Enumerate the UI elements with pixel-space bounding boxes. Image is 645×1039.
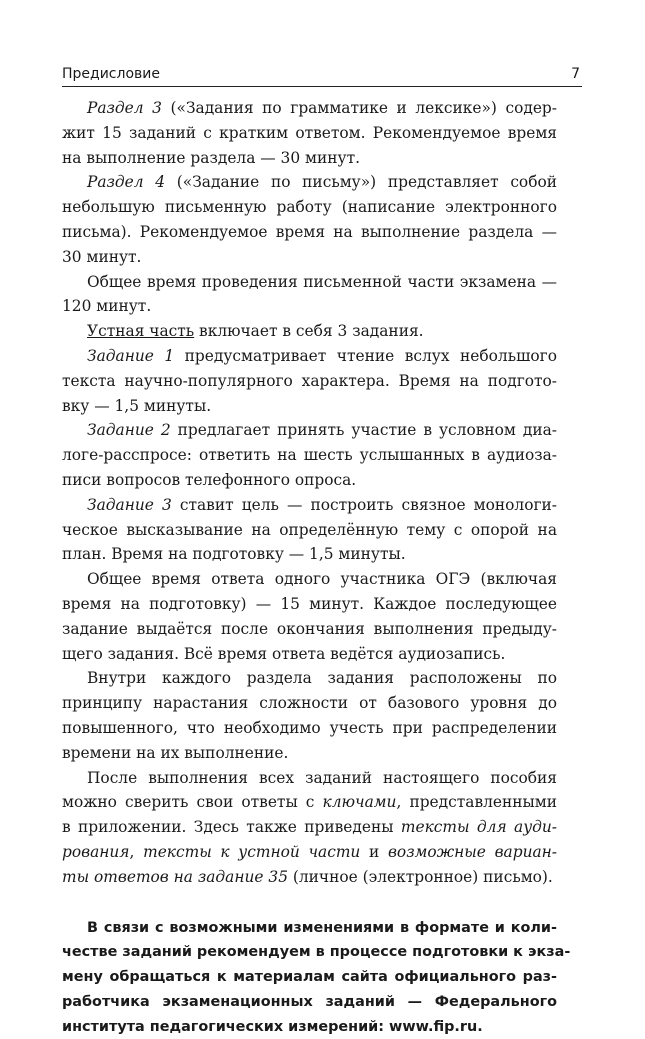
text-line: Задание 2 предлагает принять участие в условном диа- bbox=[87, 421, 557, 440]
text-line: письма). Рекомендуемое время на выполнение раздела — bbox=[62, 222, 557, 241]
text-line: Задание 3 ставит цель — построить связное монологи- bbox=[87, 495, 557, 514]
notice-line: честве заданий рекомендуем в процессе подготовки к экза- bbox=[62, 944, 571, 961]
text-line: повышенного, что необходимо учесть при распределении bbox=[62, 718, 557, 737]
running-header bbox=[62, 64, 582, 87]
text-line: Общее время проведения письменной части экзамена — bbox=[87, 272, 557, 291]
text-line: 120 минут. bbox=[62, 297, 152, 316]
text-line: Раздел 4 («Задание по письму») представляет собой bbox=[87, 173, 557, 192]
notice-line: института педагогических измерений: www.fip.ru. bbox=[62, 1018, 483, 1035]
text-line: ты ответов на задание 35 (личное (электронное) письмо). bbox=[62, 867, 553, 886]
text-line: на выполнение раздела — 30 минут. bbox=[62, 148, 360, 167]
text-line: текста научно-популярного характера. Время на подгото- bbox=[62, 371, 557, 390]
text-line: писи вопросов телефонного опроса. bbox=[62, 470, 357, 489]
text-line: Внутри каждого раздела задания расположены по bbox=[87, 669, 557, 688]
text-line: небольшую письменную работу (написание электронного bbox=[62, 198, 557, 217]
notice-line: В связи с возможными изменениями в формате и коли- bbox=[87, 919, 557, 936]
text-line: Общее время ответа одного участника ОГЭ (включая bbox=[87, 570, 557, 589]
text-line: вку — 1,5 минуты. bbox=[62, 396, 212, 415]
page-number: 7 bbox=[571, 66, 580, 82]
notice-line: мену обращаться к материалам сайта официального раз- bbox=[62, 969, 557, 986]
section-title: Предисловие bbox=[62, 66, 160, 82]
text-line: можно сверить свои ответы с ключами, представленными bbox=[62, 793, 557, 812]
text-line: Устная часть включает в себя 3 задания. bbox=[87, 322, 424, 341]
text-line: щего задания. Всё время ответа ведётся аудиозапись. bbox=[62, 644, 506, 663]
text-line: Задание 1 предусматривает чтение вслух небольшого bbox=[87, 346, 557, 365]
text-line: 30 минут. bbox=[62, 247, 142, 266]
text-line: рования, тексты к устной части и возможные вариан- bbox=[62, 842, 557, 861]
text-line: Раздел 3 («Задания по грамматике и лексике») содер- bbox=[87, 99, 557, 117]
text-line: После выполнения всех заданий настоящего пособия bbox=[87, 768, 557, 787]
text-line: принципу нарастания сложности от базового уровня до bbox=[62, 694, 557, 713]
text-line: задание выдаётся после окончания выполнения предыду- bbox=[62, 619, 557, 638]
notice-line: работчика экзаменационных заданий — Федерального bbox=[62, 993, 557, 1010]
text-line: логе-расспросе: ответить на шесть услышанных в аудиоза- bbox=[62, 446, 557, 465]
text-line: в приложении. Здесь также приведены тексты для ауди- bbox=[62, 818, 557, 837]
text-line: время на подготовку) — 15 минут. Каждое последующее bbox=[62, 594, 557, 613]
text-line: жит 15 заданий с кратким ответом. Рекомендуемое время bbox=[62, 123, 557, 142]
text-line: времени на их выполнение. bbox=[62, 743, 289, 762]
text-line: план. Время на подготовку — 1,5 минуты. bbox=[62, 545, 406, 564]
text-line: ческое высказывание на определённую тему с опорой на bbox=[62, 520, 557, 539]
main-text bbox=[62, 96, 571, 1039]
